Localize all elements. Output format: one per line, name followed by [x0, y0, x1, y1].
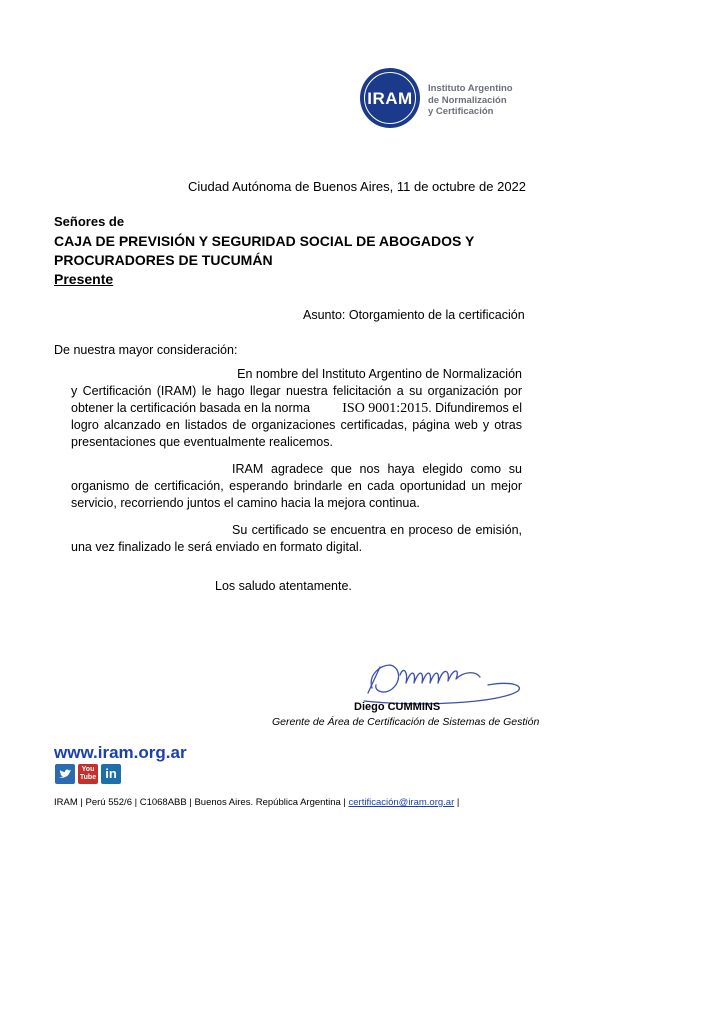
p1-line-3a: obtener la certificación basada en la norma [71, 401, 311, 415]
logo-subtitle [428, 83, 513, 118]
date-line: Ciudad Autónoma de Buenos Aires, 11 de octubre de 2022 [188, 179, 527, 194]
logo-line-3: y Certificación [428, 106, 494, 117]
footer-address: IRAM | Perú 552/6 | C1068ABB | Buenos Aires. República Argentina | [54, 797, 346, 808]
p1-line-3b: . Difundiremos el [428, 401, 522, 415]
footer-email-link[interactable]: certificación@iram.org.ar [348, 797, 455, 808]
footer-line [54, 797, 459, 808]
youtube-icon[interactable] [78, 764, 98, 784]
salutation: Señores de [54, 214, 125, 229]
p1-line-3 [71, 400, 522, 417]
footer-tail: | [456, 797, 460, 808]
p2-line-1: IRAM agradece que nos haya elegido como su [232, 462, 522, 476]
signer-title: Gerente de Área de Certificación de Sistemas de Gestión [272, 716, 540, 728]
recipient-org-line-1: CAJA DE PREVISIÓN Y SEGURIDAD SOCIAL DE ABOGADOS Y [54, 233, 475, 249]
twitter-icon[interactable] [55, 764, 75, 784]
logo-mark: IRAM [367, 89, 413, 108]
subject-line: Asunto: Otorgamiento de la certificación [303, 308, 525, 322]
twitter-bird-icon [55, 764, 75, 784]
youtube-label-bottom: Tube [79, 774, 97, 781]
p1-line-3-group [342, 400, 522, 417]
p3-line-1: Su certificado se encuentra en proceso de emisión, [232, 523, 522, 537]
norm-name: ISO 9001:2015 [342, 401, 429, 416]
greeting: De nuestra mayor consideración: [54, 343, 238, 357]
p1-line-2: y Certificación (IRAM) le hago llegar nuestra felicitación a su organización por [71, 384, 522, 398]
p2-line-2: organismo de certificación, esperando brindarle en cada oportunidad un mejor [71, 479, 522, 493]
p1-line-4: logro alcanzado en listados de organizaciones certificadas, página web y otras [71, 418, 522, 432]
recipient-org-line-2: PROCURADORES DE TUCUMÁN [54, 252, 273, 268]
signer-name: Diego CUMMINS [354, 701, 441, 713]
linkedin-icon[interactable] [101, 764, 121, 784]
youtube-label-top: You [81, 766, 95, 773]
website-link[interactable]: www.iram.org.ar [54, 743, 187, 762]
p1-line-1: En nombre del Instituto Argentino de Normalización [237, 367, 522, 381]
logo-line-2: de Normalización [428, 94, 507, 106]
p2-line-3: servicio, recorriendo juntos el camino hacia la mejora continua. [71, 496, 420, 510]
presente-label: Presente [54, 271, 114, 287]
closing: Los saludo atentamente. [215, 579, 352, 593]
p3-line-2: una vez finalizado le será enviado en formato digital. [71, 540, 363, 554]
p1-line-5: presentaciones que eventualmente realicemos. [71, 435, 333, 449]
logo-line-1: Instituto Argentino [428, 83, 513, 94]
linkedin-label: in [105, 766, 117, 781]
